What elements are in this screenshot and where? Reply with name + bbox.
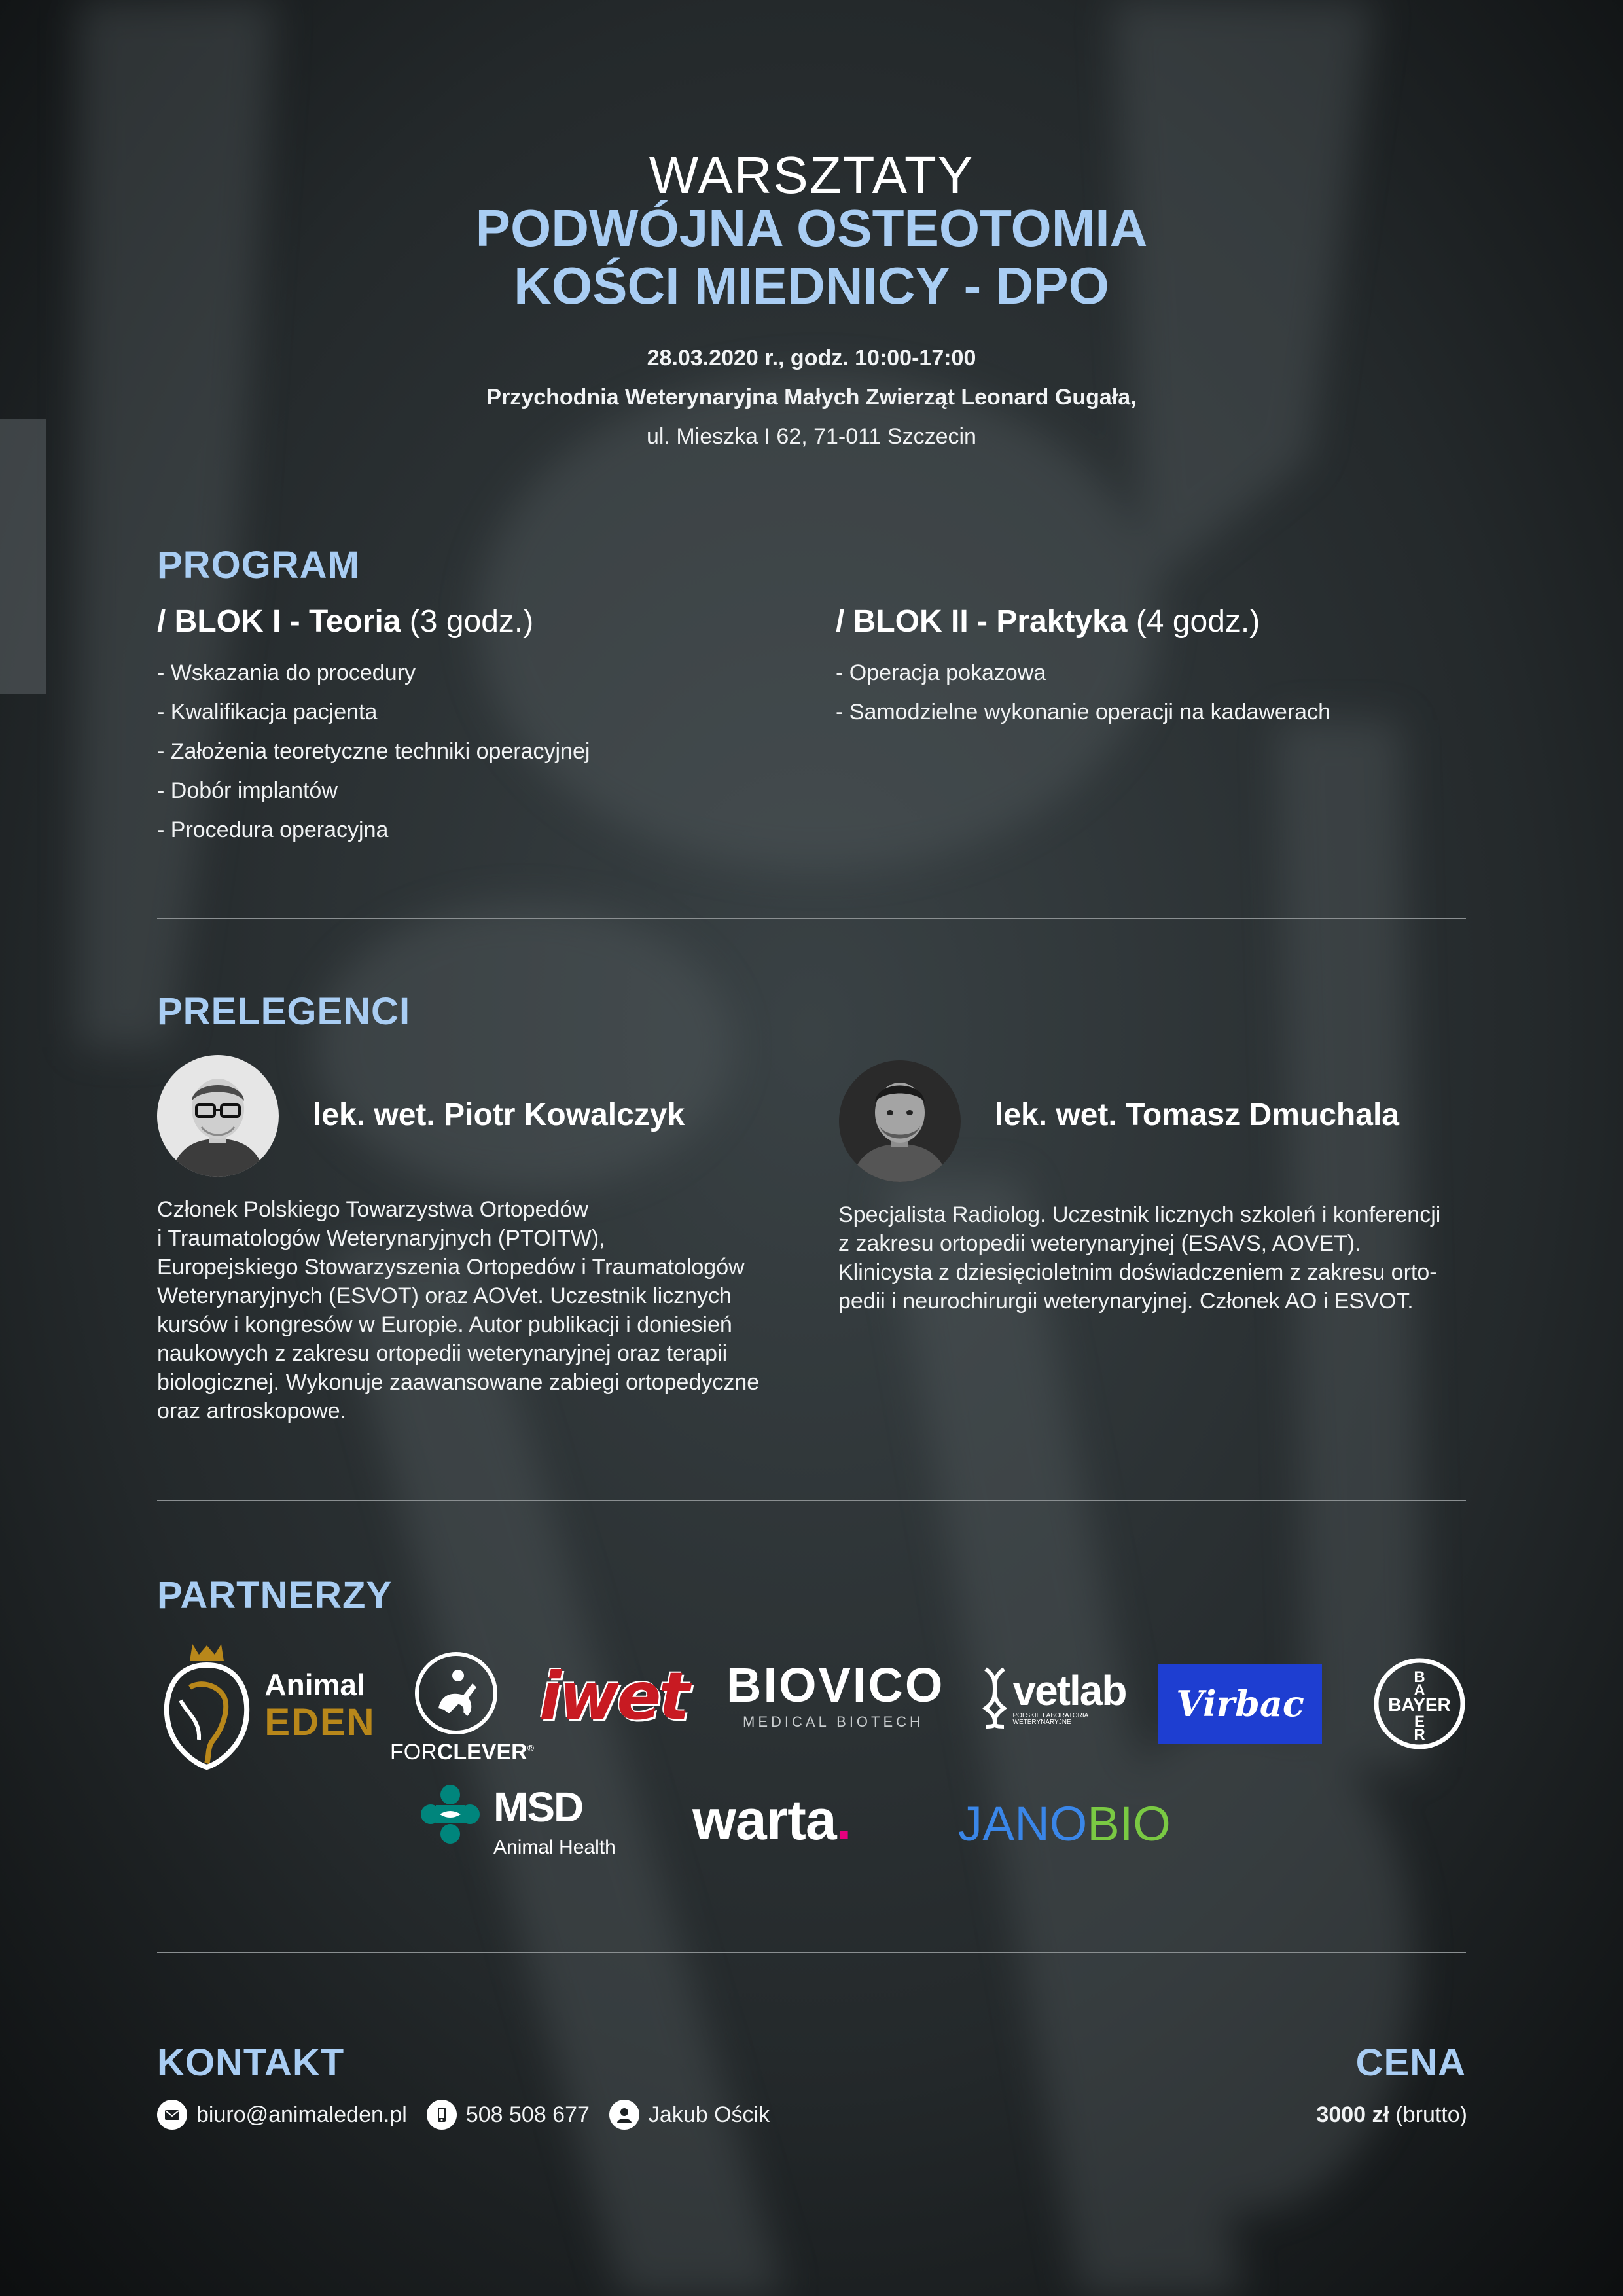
msd-wordmark: MSD	[493, 1784, 583, 1831]
msd-tagline: Animal Health	[493, 1837, 616, 1858]
iwet-wordmark: iwet	[539, 1657, 688, 1734]
bayer-horizontal-text: BAYER	[1388, 1695, 1451, 1715]
speakers-heading: PRELEGENCI	[157, 990, 411, 1033]
svg-text:E: E	[1414, 1713, 1425, 1731]
block-2-heading	[836, 603, 1260, 639]
iwet-logo	[531, 1657, 695, 1734]
virbac-wordmark: Virbac	[1176, 1683, 1304, 1725]
animal-eden-emblem-icon	[161, 1641, 253, 1770]
forclever-registered-mark: ®	[527, 1742, 535, 1753]
vetlab-sub1: POLSKIE LABORATORIA	[1012, 1712, 1089, 1719]
svg-text:A: A	[1414, 1681, 1425, 1699]
forclever-prefix: FOR	[390, 1740, 437, 1765]
bio-line: Europejskiego Stowarzyszenia Ortopedów i Traumatologów	[157, 1255, 745, 1280]
msd-logo	[420, 1782, 630, 1860]
contact-phone-link[interactable]	[427, 2100, 590, 2130]
list-item: - Procedura operacyjna	[157, 817, 389, 842]
bio-line: naukowych z zakresu ortopedii weterynaryjnej oraz terapii	[157, 1341, 728, 1366]
centaur-icon	[412, 1649, 500, 1737]
bio-line: Członek Polskiego Towarzystwa Ortopedów	[157, 1197, 588, 1222]
price-heading: CENA	[1355, 2041, 1466, 2084]
biovico-wordmark: BIOVICO	[726, 1658, 945, 1712]
forclever-suffix: CLEVER	[437, 1740, 527, 1765]
warta-logo	[692, 1788, 908, 1852]
list-item: - Samodzielne wykonanie operacji na kadawerach	[836, 700, 1330, 725]
title-line-2: KOŚCI MIEDNICY - DPO	[514, 257, 1109, 315]
vetlab-wordmark: vetlab	[1012, 1667, 1126, 1714]
janobio-part1: JANO	[958, 1797, 1088, 1851]
event-kicker: WARSZTATY	[649, 146, 974, 204]
bio-line: Specjalista Radiolog. Uczestnik licznych szkoleń i konferencji	[838, 1202, 1441, 1227]
speaker-1-name: lek. wet. Piotr Kowalczyk	[313, 1098, 685, 1132]
bio-line: Klinicysta z dziesięcioletnim doświadczeniem z zakresu orto-	[838, 1260, 1437, 1285]
price-value	[1178, 2102, 1467, 2128]
partners-heading: PARTNERZY	[157, 1574, 393, 1617]
phone-icon	[427, 2100, 457, 2130]
event-venue: Przychodnia Weterynaryjna Małych Zwierząt Leonard Gugała,	[486, 385, 1137, 410]
divider	[157, 1500, 1466, 1501]
mail-icon	[157, 2100, 187, 2130]
vetlab-sub2: WETERYNARYJNE	[1012, 1719, 1071, 1726]
speaker-2-bio	[838, 1200, 1440, 1316]
contact-person-name: Jakub Ościk	[648, 2102, 770, 2127]
block-1-heading	[157, 603, 533, 639]
biovico-tagline: MEDICAL BIOTECH	[743, 1713, 923, 1730]
speaker-1-bio	[157, 1195, 759, 1426]
title-line-1: PODWÓJNA OSTEOTOMIA	[475, 199, 1148, 257]
contact-heading: KONTAKT	[157, 2041, 345, 2084]
animal-eden-logo	[157, 1641, 380, 1770]
bio-line: z zakresu ortopedii weterynaryjnej (ESAVS, AOVET).	[838, 1231, 1361, 1256]
virbac-logo	[1158, 1664, 1322, 1744]
user-icon	[609, 2100, 639, 2130]
bio-line: Weterynaryjnych (ESVOT) oraz AOVet. Uczestnik licznych	[157, 1283, 732, 1308]
contact-email-link[interactable]	[157, 2100, 407, 2130]
warta-wordmark: warta	[692, 1789, 836, 1852]
divider	[157, 1952, 1466, 1953]
price-amount: 3000 zł	[1316, 2102, 1389, 2127]
forclever-logo	[390, 1649, 535, 1767]
bio-line: i Traumatologów Weterynaryjnych (PTOITW),	[157, 1226, 605, 1251]
block-1-list	[157, 653, 590, 850]
bayer-cross-icon	[1372, 1656, 1467, 1751]
bio-line: pedii i neurochirurgii weterynaryjnej. Członek AO i ESVOT.	[838, 1289, 1414, 1314]
block-2-title: / BLOK II - Praktyka	[836, 604, 1128, 639]
bayer-logo	[1372, 1656, 1467, 1751]
block-1-duration: (3 godz.)	[401, 604, 534, 639]
block-2-duration: (4 godz.)	[1127, 604, 1260, 639]
bio-line: kursów i kongresów w Europie. Autor publikacji i doniesień	[157, 1312, 732, 1337]
program-heading: PROGRAM	[157, 544, 360, 586]
bio-line: oraz artroskopowe.	[157, 1399, 347, 1424]
divider	[157, 918, 1466, 919]
bio-line: biologicznej. Wykonuje zaawansowane zabiegi ortopedyczne	[157, 1370, 760, 1395]
vetlab-logo	[976, 1666, 1131, 1729]
janobio-logo	[958, 1796, 1200, 1851]
biovico-logo	[726, 1658, 945, 1733]
contact-person	[609, 2100, 770, 2130]
speaker-2-avatar	[839, 1060, 961, 1182]
event-title	[0, 200, 1623, 315]
price-note: (brutto)	[1389, 2102, 1467, 2127]
svg-text:R: R	[1414, 1726, 1425, 1744]
speaker-2-name: lek. wet. Tomasz Dmuchala	[995, 1098, 1399, 1132]
list-item: - Operacja pokazowa	[836, 660, 1046, 685]
contact-email: biuro@animaleden.pl	[196, 2102, 407, 2127]
list-item: - Wskazania do procedury	[157, 660, 416, 685]
animal-eden-line2: EDEN	[264, 1701, 376, 1744]
svg-text:B: B	[1414, 1668, 1425, 1686]
list-item: - Kwalifikacja pacjenta	[157, 700, 378, 725]
event-date: 28.03.2020 r., godz. 10:00-17:00	[647, 346, 976, 370]
list-item: - Założenia teoretyczne techniki operacyjnej	[157, 739, 590, 764]
animal-eden-line1: Animal	[264, 1668, 365, 1702]
janobio-part2: BIO	[1087, 1797, 1171, 1851]
msd-mark-icon	[420, 1784, 480, 1844]
block-1-title: / BLOK I - Teoria	[157, 604, 401, 639]
event-address: ul. Mieszka I 62, 71-011 Szczecin	[647, 424, 976, 449]
contact-phone: 508 508 677	[465, 2102, 590, 2127]
contact-row	[157, 2100, 770, 2130]
warta-dot: .	[836, 1789, 852, 1852]
block-2-list	[836, 653, 1330, 732]
dna-helix-icon	[982, 1666, 1008, 1729]
speaker-1-avatar	[157, 1055, 279, 1177]
list-item: - Dobór implantów	[157, 778, 338, 803]
